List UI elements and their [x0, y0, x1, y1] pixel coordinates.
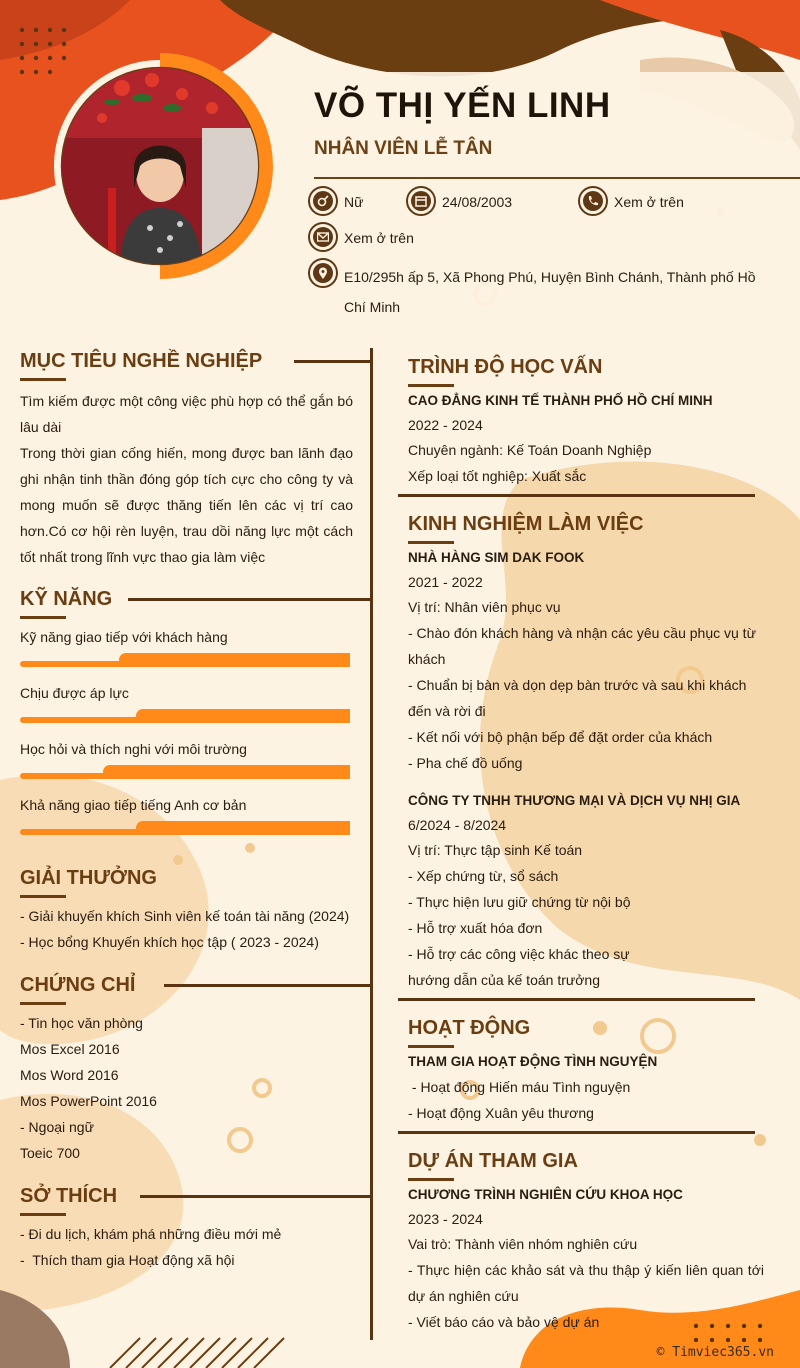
award-line: - Giải khuyến khích Sinh viên kế toán tài năng (2024) — [20, 908, 350, 924]
skills-rule — [128, 598, 372, 601]
column-divider — [370, 348, 373, 1340]
location-icon — [308, 258, 338, 288]
awards-title: GIẢI THƯỞNG — [20, 867, 157, 889]
experience-title: KINH NGHIỆM LÀM VIỆC — [408, 513, 644, 535]
hobbies-underline — [20, 1213, 66, 1216]
certificate-line: Mos Excel 2016 — [20, 1041, 120, 1057]
job-company: NHÀ HÀNG SIM DAK FOOK — [408, 550, 585, 565]
project-line: 2023 - 2024 — [408, 1211, 483, 1227]
skill-bar — [20, 709, 350, 723]
project-name: CHƯƠNG TRÌNH NGHIÊN CỨU KHOA HỌC — [408, 1187, 683, 1202]
job-line: Vị trí: Thực tập sinh Kế toán — [408, 842, 583, 858]
education-line: 2022 - 2024 — [408, 417, 483, 433]
activity-line: - Hoạt động Hiến máu Tình nguyện — [408, 1079, 631, 1095]
projects-title: DỰ ÁN THAM GIA — [408, 1150, 578, 1172]
awards-underline — [20, 895, 66, 898]
activity-line: - Hoạt động Xuân yêu thương — [408, 1105, 594, 1121]
hobby-line: - Đi du lịch, khám phá những điều mới mẻ — [20, 1226, 282, 1242]
skill-label: Kỹ năng giao tiếp với khách hàng — [20, 629, 228, 645]
job-line: - Thực hiện lưu giữ chứng từ nội bộ — [408, 894, 631, 910]
avatar — [62, 68, 258, 264]
skills-title: KỸ NĂNG — [20, 588, 113, 610]
job-line: - Pha chế đồ uống — [408, 755, 523, 771]
certificate-line: - Ngoại ngữ — [20, 1119, 94, 1135]
calendar-icon — [406, 186, 436, 216]
objective-rule — [294, 360, 372, 363]
address-value: E10/295h ấp 5, Xã Phong Phú, Huyện Bình Chánh, Thành phố Hồ Chí Minh — [344, 269, 756, 315]
objective-underline — [20, 378, 66, 381]
objective-text: Tìm kiếm được một công việc phù hợp có thể gắn bó lâu dài Trong thời gian cống hiến, mong được ban lãnh đạo ghi nhận tinh thần đóng góp tích cực cho công ty và mong muốn sẽ được thăng tiến lên các vị trí cao hơn.Có cơ hội rèn luyện, trau dồi năng lực một cách tốt nhất trong lĩnh vực thao gia làm việc — [20, 393, 353, 565]
activities-underline — [408, 1045, 454, 1048]
email-icon — [308, 222, 338, 252]
activities-bottom-rule — [398, 1131, 755, 1134]
hobbies-rule — [140, 1195, 372, 1198]
objective-title: MỤC TIÊU NGHỀ NGHIỆP — [20, 350, 263, 372]
job-company: CÔNG TY TNHH THƯƠNG MẠI VÀ DỊCH VỤ NHỊ GIA — [408, 793, 741, 808]
project-line: Vai trò: Thành viên nhóm nghiên cứu — [408, 1236, 638, 1252]
phone-icon — [578, 186, 608, 216]
hobbies-title: SỞ THÍCH — [20, 1185, 118, 1207]
experience-bottom-rule — [398, 998, 755, 1001]
education-underline — [408, 384, 454, 387]
job-line: - Kết nối với bộ phận bếp để đặt order của khách — [408, 729, 713, 745]
certificate-line: Toeic 700 — [20, 1145, 80, 1161]
job-line: - Chào đón khách hàng và nhận các yêu cầu phục vụ từ khách — [408, 625, 756, 667]
activity-org: THAM GIA HOẠT ĐỘNG TÌNH NGUYỆN — [408, 1054, 658, 1069]
certificate-line: Mos PowerPoint 2016 — [20, 1093, 157, 1109]
gender-icon — [308, 186, 338, 216]
certificates-rule — [164, 984, 372, 987]
header-divider — [314, 177, 800, 179]
education-school: CAO ĐẲNG KINH TẾ THÀNH PHỐ HỒ CHÍ MINH — [408, 393, 713, 408]
job-line: - Hỗ trợ xuất hóa đơn — [408, 920, 543, 936]
email-value: Xem ở trên — [344, 230, 414, 246]
hobby-line: - Thích tham gia Hoạt động xã hội — [20, 1252, 235, 1268]
project-line: - Viết báo cáo và bảo vệ dự án — [408, 1314, 600, 1330]
job-line: - Xếp chứng từ, sổ sách — [408, 868, 559, 884]
award-line: - Học bổng Khuyến khích học tập ( 2023 - 2024) — [20, 934, 319, 950]
job-line: 6/2024 - 8/2024 — [408, 817, 507, 833]
certificate-line: Mos Word 2016 — [20, 1067, 119, 1083]
education-title: TRÌNH ĐỘ HỌC VẤN — [408, 356, 603, 378]
activities-title: HOẠT ĐỘNG — [408, 1017, 531, 1039]
watermark: © Timviec365.vn — [656, 1345, 774, 1360]
job-title: NHÂN VIÊN LỄ TÂN — [314, 138, 493, 159]
experience-underline — [408, 541, 454, 544]
education-line: Chuyên ngành: Kế Toán Doanh Nghiệp — [408, 442, 652, 458]
skill-bar — [20, 765, 350, 779]
skill-label: Chịu được áp lực — [20, 685, 129, 701]
skills-underline — [20, 616, 66, 619]
projects-underline — [408, 1178, 454, 1181]
gender-value: Nữ — [344, 194, 364, 210]
job-line: Vị trí: Nhân viên phục vụ — [408, 599, 561, 615]
job-line: 2021 - 2022 — [408, 574, 483, 590]
phone-value: Xem ở trên — [614, 194, 684, 210]
education-line: Xếp loại tốt nghiệp: Xuất sắc — [408, 468, 587, 484]
skill-label: Khả năng giao tiếp tiếng Anh cơ bản — [20, 797, 247, 813]
skill-bar — [20, 653, 350, 667]
education-bottom-rule — [398, 494, 755, 497]
skill-label: Học hỏi và thích nghi với môi trường — [20, 741, 247, 757]
candidate-name: VÕ THỊ YẾN LINH — [314, 86, 611, 125]
certificate-line: - Tin học văn phòng — [20, 1015, 143, 1031]
job-line: - Chuẩn bị bàn và dọn dẹp bàn trước và sau khi khách đến và rời đi — [408, 677, 747, 719]
skill-bar — [20, 821, 350, 835]
dob-value: 24/08/2003 — [442, 194, 513, 210]
project-line: - Thực hiện các khảo sát và thu thập ý kiến liên quan tới dự án nghiên cứu — [408, 1262, 764, 1304]
certificates-title: CHỨNG CHỈ — [20, 974, 136, 996]
certificates-underline — [20, 1002, 66, 1005]
job-line: - Hỗ trợ các công việc khác theo sự hướng dẫn của kế toán trưởng — [408, 946, 630, 988]
